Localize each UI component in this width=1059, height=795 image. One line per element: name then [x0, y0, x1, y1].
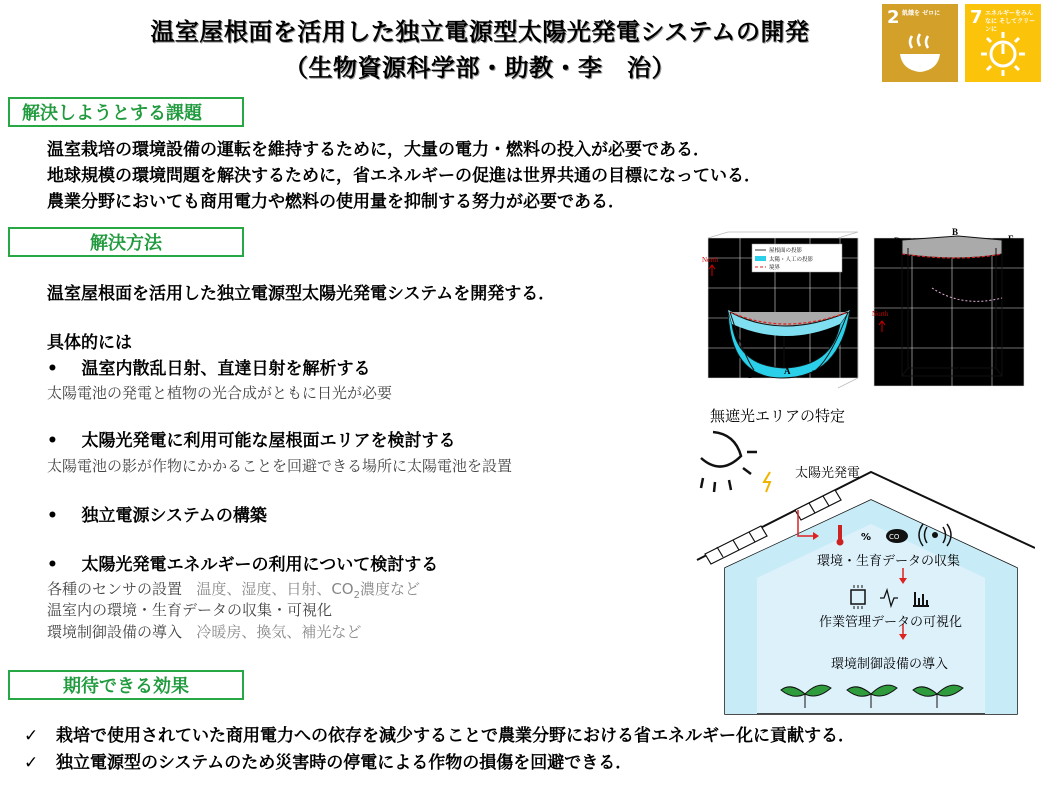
sdg-2-number: 2	[887, 7, 900, 28]
humidity-icon: %	[861, 532, 872, 543]
diagram-caption: 無遮光エリアの特定	[710, 407, 846, 425]
lightning-icon	[764, 472, 770, 492]
method-item-title: 太陽光発電エネルギーの利用について検討する	[81, 555, 439, 575]
sdg-2-label: 飢餓を ゼロに	[902, 10, 941, 17]
svg-text:B: B	[952, 228, 959, 237]
legend-3: 境界	[769, 265, 781, 271]
sun-icon	[701, 432, 757, 492]
bowl-icon	[896, 32, 944, 76]
method-item: • 太陽光発電に利用可能な屋根面エリアを検討する	[47, 431, 456, 451]
method-detail	[47, 578, 420, 601]
detail-label: 各種のセンサの設置	[47, 580, 183, 598]
co2-icon	[886, 529, 908, 543]
label-d: D	[728, 299, 735, 309]
legend-2: 太陽・人工の投影	[769, 257, 814, 263]
label-c: C	[746, 370, 753, 380]
page-subtitle: （生物資源科学部・助教・李 治）	[284, 54, 676, 82]
problem-line: 農業分野においても商用電力や燃料の使用量を抑制する努力が必要である．	[47, 192, 625, 212]
shading-diagram-perspective	[700, 228, 866, 396]
detail-label: 温室内の環境・生育データの収集・可視化	[47, 601, 333, 619]
svg-text:A: A	[956, 366, 963, 376]
page-title: 温室屋根面を活用した独立電源型太陽光発電システムの開発	[150, 18, 810, 46]
method-item: • 太陽光発電エネルギーの利用について検討する	[47, 555, 439, 575]
detail-value: 冷暖房、換気、補光など	[196, 623, 362, 641]
step-visualize: 作業管理データの可視化	[819, 615, 963, 630]
method-specifically: 具体的には	[47, 333, 132, 353]
sun-power-icon	[979, 30, 1027, 78]
north-label: North	[702, 256, 719, 264]
step-collect: 環境・生育データの収集	[817, 554, 961, 569]
svg-text:F: F	[1008, 234, 1014, 244]
sdg-7-label: エネルギーをみんなに そしてクリーンに	[985, 10, 1036, 33]
method-item: • 温室内散乱日射、直達日射を解析する	[47, 359, 371, 379]
greenhouse-diagram	[695, 428, 1035, 718]
effect-text: 独立電源型のシステムのため災害時の停電による作物の損傷を回避できる．	[56, 753, 633, 773]
step-control: 環境制御設備の導入	[831, 657, 949, 672]
method-item-title: 温室内散乱日射、直達日射を解析する	[81, 359, 371, 379]
method-detail	[47, 621, 361, 642]
svg-text:E: E	[1008, 370, 1015, 380]
detail-value: 温度、湿度、日射、$CO_2$濃度など	[196, 580, 420, 601]
svg-text:North: North	[872, 310, 889, 318]
effect-item: ✓ 栽培で使用されていた商用電力への依存を減少することで農業分野における省エネルギー化に貢献する．	[24, 726, 855, 746]
method-item-desc: 太陽電池の発電と植物の光合成がともに日光が必要	[47, 384, 393, 402]
label-f: F	[831, 299, 837, 309]
problem-heading: 解決しようとする課題	[8, 97, 244, 127]
legend-1: 屋根面の投影	[769, 248, 803, 254]
svg-text:CO: CO	[889, 533, 900, 541]
method-heading: 解決方法	[8, 227, 244, 257]
label-a: A	[784, 366, 791, 376]
sdg-7-badge	[965, 4, 1041, 82]
shading-diagram-top	[872, 228, 1032, 398]
method-item-title: 独立電源システムの構築	[81, 506, 267, 526]
sdg-2-badge	[882, 4, 958, 82]
svg-text:D: D	[894, 236, 901, 246]
problem-line: 地球規模の環境問題を解決するために，省エネルギーの促進は世界共通の目標になっている．	[47, 166, 761, 186]
method-item-desc: 太陽電池の影が作物にかかることを回避できる場所に太陽電池を設置	[47, 457, 513, 475]
effect-item: ✓ 独立電源型のシステムのため災害時の停電による作物の損傷を回避できる．	[24, 753, 633, 773]
svg-text:C: C	[894, 370, 901, 380]
method-detail	[47, 599, 332, 620]
sdg-7-number: 7	[970, 7, 983, 28]
method-item-title: 太陽光発電に利用可能な屋根面エリアを検討する	[81, 431, 456, 451]
label-b: B	[782, 299, 789, 309]
effects-heading: 期待できる効果	[8, 670, 244, 700]
pv-label: 太陽光発電	[795, 466, 861, 481]
detail-label: 環境制御設備の導入	[47, 623, 183, 641]
method-intro: 温室屋根面を活用した独立電源型太陽光発電システムを開発する．	[47, 284, 556, 304]
label-e: E	[812, 369, 819, 379]
problem-line: 温室栽培の環境設備の運転を維持するために，大量の電力・燃料の投入が必要である．	[47, 140, 710, 160]
problem-text	[47, 137, 1047, 215]
effect-text: 栽培で使用されていた商用電力への依存を減少することで農業分野における省エネルギー化に貢献する．	[56, 726, 855, 746]
method-item: • 独立電源システムの構築	[47, 506, 267, 526]
